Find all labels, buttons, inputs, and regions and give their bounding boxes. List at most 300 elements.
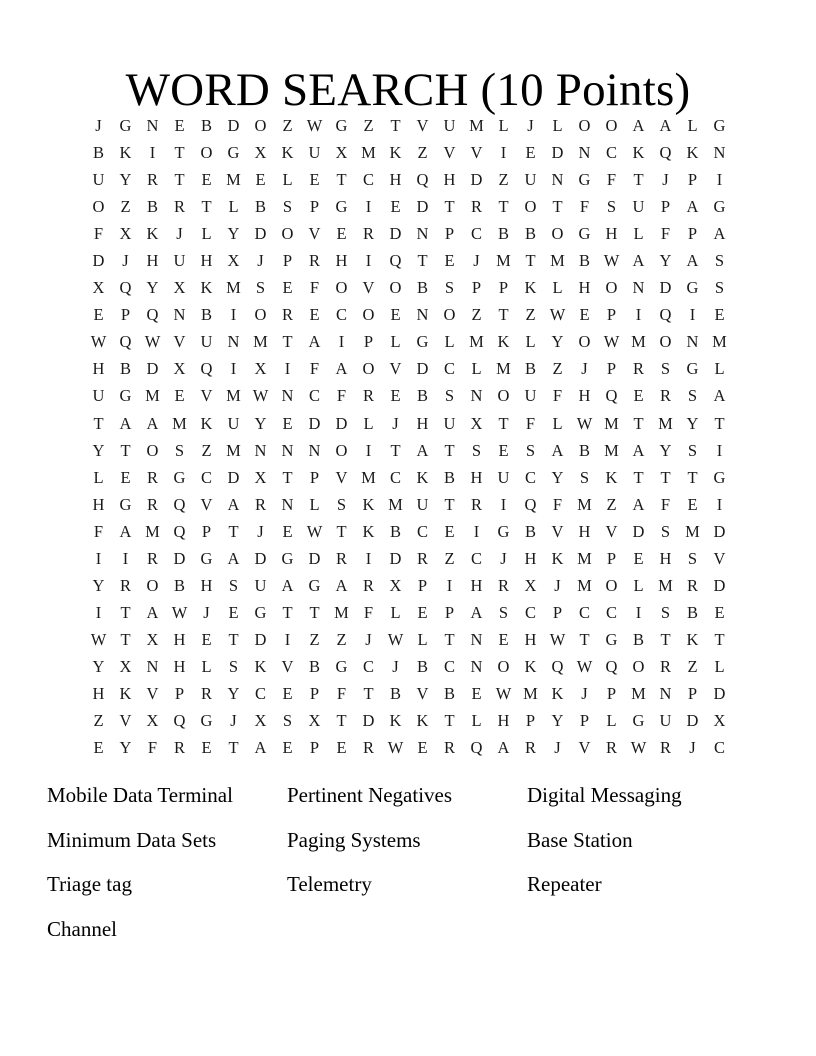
letter-cell[interactable]: B: [389, 521, 401, 541]
letter-cell[interactable]: V: [200, 494, 213, 514]
letter-cell[interactable]: T: [93, 413, 104, 433]
letter-cell[interactable]: I: [716, 170, 723, 190]
letter-cell[interactable]: L: [201, 224, 212, 244]
letter-cell[interactable]: B: [92, 143, 104, 163]
letter-cell[interactable]: K: [362, 494, 375, 514]
letter-cell[interactable]: I: [95, 602, 102, 622]
word-list-item[interactable]: Channel: [47, 916, 117, 941]
letter-cell[interactable]: G: [335, 116, 348, 136]
letter-cell[interactable]: N: [173, 305, 186, 325]
letter-cell[interactable]: R: [632, 359, 644, 379]
letter-cell[interactable]: D: [227, 467, 240, 487]
letter-cell[interactable]: G: [335, 197, 348, 217]
letter-cell[interactable]: G: [119, 494, 132, 514]
letter-cell[interactable]: P: [606, 548, 617, 568]
letter-cell[interactable]: S: [228, 575, 239, 595]
letter-cell[interactable]: S: [471, 440, 482, 460]
letter-cell[interactable]: Y: [551, 332, 564, 352]
letter-cell[interactable]: V: [605, 521, 618, 541]
letter-cell[interactable]: J: [581, 359, 588, 379]
letter-cell[interactable]: K: [146, 224, 159, 244]
letter-cell[interactable]: M: [550, 251, 565, 271]
letter-cell[interactable]: Y: [659, 440, 672, 460]
letter-cell[interactable]: T: [525, 251, 536, 271]
letter-cell[interactable]: O: [254, 305, 267, 325]
letter-cell[interactable]: T: [174, 170, 185, 190]
letter-cell[interactable]: X: [146, 629, 159, 649]
letter-cell[interactable]: M: [577, 494, 592, 514]
letter-cell[interactable]: C: [335, 305, 347, 325]
letter-cell[interactable]: D: [713, 575, 726, 595]
letter-cell[interactable]: D: [659, 278, 672, 298]
letter-cell[interactable]: H: [173, 629, 186, 649]
letter-cell[interactable]: G: [200, 548, 213, 568]
letter-cell[interactable]: H: [92, 684, 105, 703]
letter-cell[interactable]: Z: [525, 305, 536, 325]
letter-cell[interactable]: A: [632, 251, 645, 271]
letter-cell[interactable]: M: [604, 413, 619, 433]
letter-cell[interactable]: P: [201, 521, 212, 541]
letter-cell[interactable]: W: [90, 332, 107, 352]
letter-cell[interactable]: J: [554, 575, 561, 595]
letter-cell[interactable]: P: [444, 224, 455, 244]
letter-cell[interactable]: Y: [551, 467, 564, 487]
letter-cell[interactable]: F: [525, 413, 536, 433]
letter-cell[interactable]: K: [200, 278, 213, 298]
letter-cell[interactable]: T: [444, 629, 455, 649]
letter-cell[interactable]: L: [471, 359, 482, 379]
letter-cell[interactable]: A: [146, 413, 159, 433]
letter-cell[interactable]: R: [416, 548, 428, 568]
letter-cell[interactable]: S: [336, 494, 347, 514]
letter-cell[interactable]: E: [714, 305, 725, 325]
letter-cell[interactable]: T: [228, 738, 239, 758]
letter-cell[interactable]: R: [659, 386, 671, 406]
letter-cell[interactable]: A: [470, 602, 483, 622]
letter-cell[interactable]: B: [200, 116, 212, 136]
letter-cell[interactable]: Z: [687, 656, 698, 676]
letter-cell[interactable]: H: [659, 548, 672, 568]
letter-cell[interactable]: D: [335, 413, 348, 433]
letter-cell[interactable]: B: [200, 305, 212, 325]
letter-cell[interactable]: Q: [119, 332, 132, 352]
letter-cell[interactable]: F: [336, 386, 347, 406]
letter-cell[interactable]: M: [577, 575, 592, 595]
letter-cell[interactable]: N: [551, 170, 564, 190]
letter-cell[interactable]: R: [362, 575, 374, 595]
letter-cell[interactable]: O: [605, 116, 618, 136]
letter-cell[interactable]: J: [176, 224, 183, 244]
word-list-item[interactable]: Digital Messaging: [527, 783, 682, 807]
letter-cell[interactable]: E: [120, 467, 131, 487]
letter-cell[interactable]: G: [119, 386, 132, 406]
letter-cell[interactable]: O: [146, 575, 159, 595]
letter-cell[interactable]: E: [714, 602, 725, 622]
letter-cell[interactable]: A: [335, 575, 348, 595]
letter-cell[interactable]: F: [579, 197, 590, 217]
letter-cell[interactable]: E: [201, 738, 212, 758]
letter-cell[interactable]: E: [93, 738, 104, 758]
letter-cell[interactable]: O: [335, 440, 348, 460]
letter-cell[interactable]: B: [146, 197, 158, 217]
letter-cell[interactable]: G: [308, 575, 321, 595]
letter-cell[interactable]: A: [119, 521, 132, 541]
letter-cell[interactable]: X: [173, 359, 186, 379]
letter-cell[interactable]: S: [282, 197, 293, 217]
letter-cell[interactable]: I: [500, 143, 507, 163]
letter-cell[interactable]: F: [309, 278, 320, 298]
letter-cell[interactable]: L: [714, 359, 725, 379]
letter-cell[interactable]: S: [660, 602, 671, 622]
letter-cell[interactable]: K: [254, 656, 267, 676]
letter-cell[interactable]: W: [576, 413, 593, 433]
letter-cell[interactable]: B: [254, 197, 266, 217]
letter-cell[interactable]: H: [578, 278, 591, 298]
letter-cell[interactable]: M: [685, 521, 700, 541]
letter-cell[interactable]: B: [389, 684, 401, 703]
letter-cell[interactable]: E: [309, 170, 320, 190]
letter-cell[interactable]: U: [497, 467, 510, 487]
letter-cell[interactable]: J: [392, 656, 399, 676]
letter-cell[interactable]: P: [120, 305, 131, 325]
letter-cell[interactable]: T: [633, 413, 644, 433]
letter-cell[interactable]: O: [362, 359, 375, 379]
letter-cell[interactable]: M: [145, 521, 160, 541]
letter-cell[interactable]: D: [362, 711, 375, 731]
letter-cell[interactable]: S: [660, 359, 671, 379]
letter-cell[interactable]: W: [549, 629, 566, 649]
letter-cell[interactable]: B: [308, 656, 320, 676]
letter-cell[interactable]: F: [552, 494, 563, 514]
letter-cell[interactable]: P: [174, 684, 185, 703]
letter-cell[interactable]: F: [660, 494, 671, 514]
letter-cell[interactable]: P: [309, 467, 320, 487]
letter-cell[interactable]: M: [226, 440, 241, 460]
letter-cell[interactable]: U: [659, 711, 672, 731]
letter-cell[interactable]: U: [254, 575, 267, 595]
letter-cell[interactable]: T: [309, 602, 320, 622]
letter-cell[interactable]: T: [579, 629, 590, 649]
letter-cell[interactable]: G: [119, 116, 132, 136]
letter-cell[interactable]: A: [119, 413, 132, 433]
letter-cell[interactable]: M: [496, 359, 511, 379]
letter-cell[interactable]: N: [281, 494, 294, 514]
letter-cell[interactable]: G: [713, 467, 726, 487]
letter-cell[interactable]: I: [689, 305, 696, 325]
letter-cell[interactable]: P: [309, 197, 320, 217]
letter-cell[interactable]: O: [578, 116, 591, 136]
letter-cell[interactable]: H: [335, 251, 348, 271]
letter-cell[interactable]: V: [416, 116, 429, 136]
letter-cell[interactable]: G: [227, 143, 240, 163]
letter-cell[interactable]: Q: [389, 251, 402, 271]
letter-cell[interactable]: M: [631, 684, 646, 703]
letter-cell[interactable]: E: [579, 305, 590, 325]
letter-cell[interactable]: L: [282, 170, 293, 190]
letter-cell[interactable]: R: [335, 548, 347, 568]
letter-cell[interactable]: D: [470, 170, 483, 190]
letter-cell[interactable]: H: [578, 521, 591, 541]
letter-cell[interactable]: D: [254, 629, 267, 649]
letter-cell[interactable]: S: [444, 386, 455, 406]
letter-cell[interactable]: P: [309, 738, 320, 758]
letter-cell[interactable]: E: [498, 629, 509, 649]
letter-cell[interactable]: W: [603, 332, 620, 352]
letter-cell[interactable]: T: [336, 170, 347, 190]
letter-cell[interactable]: P: [309, 684, 320, 703]
letter-cell[interactable]: E: [687, 494, 698, 514]
letter-cell[interactable]: D: [254, 548, 267, 568]
letter-cell[interactable]: G: [713, 197, 726, 217]
letter-cell[interactable]: I: [446, 575, 453, 595]
letter-cell[interactable]: Z: [498, 170, 509, 190]
letter-cell[interactable]: A: [335, 359, 348, 379]
letter-cell[interactable]: Z: [552, 359, 563, 379]
word-list-item[interactable]: Paging Systems: [287, 827, 421, 852]
letter-cell[interactable]: J: [662, 170, 669, 190]
letter-cell[interactable]: M: [361, 467, 376, 487]
letter-cell[interactable]: Y: [119, 738, 132, 758]
letter-cell[interactable]: D: [416, 359, 429, 379]
letter-cell[interactable]: E: [309, 305, 320, 325]
letter-cell[interactable]: F: [309, 359, 320, 379]
letter-cell[interactable]: T: [282, 602, 293, 622]
letter-cell[interactable]: E: [390, 386, 401, 406]
letter-cell[interactable]: O: [254, 116, 267, 136]
letter-cell[interactable]: P: [606, 359, 617, 379]
letter-cell[interactable]: L: [687, 116, 698, 136]
letter-cell[interactable]: B: [578, 440, 590, 460]
letter-cell[interactable]: V: [308, 224, 321, 244]
letter-cell[interactable]: O: [362, 305, 375, 325]
letter-cell[interactable]: V: [146, 684, 159, 703]
letter-cell[interactable]: F: [93, 521, 104, 541]
letter-cell[interactable]: A: [686, 197, 699, 217]
letter-cell[interactable]: O: [578, 332, 591, 352]
letter-cell[interactable]: S: [579, 467, 590, 487]
letter-cell[interactable]: M: [334, 602, 349, 622]
letter-cell[interactable]: T: [498, 413, 509, 433]
letter-cell[interactable]: K: [281, 143, 294, 163]
letter-cell[interactable]: F: [363, 602, 374, 622]
letter-cell[interactable]: N: [281, 440, 294, 460]
letter-cell[interactable]: J: [230, 711, 237, 731]
letter-cell[interactable]: T: [498, 197, 509, 217]
letter-cell[interactable]: K: [632, 143, 645, 163]
letter-cell[interactable]: W: [630, 738, 647, 758]
letter-cell[interactable]: X: [146, 711, 159, 731]
letter-cell[interactable]: Q: [659, 143, 672, 163]
letter-cell[interactable]: T: [228, 521, 239, 541]
letter-cell[interactable]: Z: [120, 197, 131, 217]
letter-cell[interactable]: C: [443, 359, 455, 379]
letter-cell[interactable]: Z: [336, 629, 347, 649]
letter-cell[interactable]: D: [308, 413, 321, 433]
letter-cell[interactable]: T: [660, 467, 671, 487]
letter-cell[interactable]: N: [578, 143, 591, 163]
letter-cell[interactable]: Y: [119, 170, 132, 190]
letter-cell[interactable]: L: [228, 197, 239, 217]
letter-cell[interactable]: E: [174, 116, 185, 136]
letter-cell[interactable]: U: [200, 332, 213, 352]
letter-cell[interactable]: O: [632, 656, 645, 676]
letter-cell[interactable]: V: [713, 548, 726, 568]
letter-cell[interactable]: E: [444, 251, 455, 271]
letter-cell[interactable]: V: [416, 684, 429, 703]
letter-cell[interactable]: I: [230, 359, 237, 379]
letter-cell[interactable]: I: [365, 251, 372, 271]
letter-cell[interactable]: H: [524, 629, 537, 649]
letter-cell[interactable]: B: [497, 224, 509, 244]
letter-cell[interactable]: K: [686, 143, 699, 163]
letter-cell[interactable]: Y: [146, 278, 159, 298]
letter-cell[interactable]: H: [92, 494, 105, 514]
letter-cell[interactable]: K: [524, 656, 537, 676]
letter-cell[interactable]: O: [659, 332, 672, 352]
letter-cell[interactable]: S: [606, 197, 617, 217]
letter-cell[interactable]: L: [552, 116, 563, 136]
letter-cell[interactable]: B: [416, 278, 428, 298]
letter-cell[interactable]: S: [255, 278, 266, 298]
letter-cell[interactable]: E: [336, 224, 347, 244]
word-list-item[interactable]: Pertinent Negatives: [287, 783, 453, 807]
letter-cell[interactable]: P: [579, 711, 590, 731]
letter-cell[interactable]: M: [469, 332, 484, 352]
letter-cell[interactable]: H: [470, 467, 483, 487]
letter-cell[interactable]: T: [633, 170, 644, 190]
letter-cell[interactable]: L: [552, 278, 563, 298]
letter-cell[interactable]: X: [308, 711, 321, 731]
letter-cell[interactable]: E: [633, 548, 644, 568]
letter-cell[interactable]: O: [497, 656, 510, 676]
letter-cell[interactable]: T: [444, 711, 455, 731]
letter-cell[interactable]: S: [714, 278, 725, 298]
letter-cell[interactable]: A: [227, 494, 240, 514]
letter-cell[interactable]: C: [470, 224, 482, 244]
letter-cell[interactable]: A: [227, 548, 240, 568]
letter-cell[interactable]: X: [470, 413, 483, 433]
letter-cell[interactable]: V: [362, 278, 375, 298]
letter-cell[interactable]: X: [254, 143, 267, 163]
letter-cell[interactable]: G: [416, 332, 429, 352]
letter-cell[interactable]: P: [282, 251, 293, 271]
letter-cell[interactable]: T: [336, 521, 347, 541]
letter-cell[interactable]: I: [365, 440, 372, 460]
letter-cell[interactable]: J: [500, 548, 507, 568]
letter-cell[interactable]: F: [336, 684, 347, 703]
letter-cell[interactable]: A: [632, 494, 645, 514]
letter-cell[interactable]: Z: [282, 116, 293, 136]
letter-cell[interactable]: J: [689, 738, 696, 758]
letter-cell[interactable]: J: [392, 413, 399, 433]
letter-cell[interactable]: O: [551, 224, 564, 244]
letter-cell[interactable]: T: [633, 467, 644, 487]
letter-cell[interactable]: M: [658, 575, 673, 595]
letter-cell[interactable]: J: [365, 629, 372, 649]
letter-cell[interactable]: R: [605, 738, 617, 758]
letter-cell[interactable]: D: [416, 197, 429, 217]
letter-cell[interactable]: E: [93, 305, 104, 325]
letter-cell[interactable]: T: [282, 467, 293, 487]
letter-cell[interactable]: M: [604, 440, 619, 460]
letter-cell[interactable]: H: [92, 359, 105, 379]
letter-cell[interactable]: A: [713, 386, 726, 406]
letter-cell[interactable]: E: [417, 602, 428, 622]
letter-cell[interactable]: D: [686, 711, 699, 731]
letter-cell[interactable]: Y: [92, 656, 105, 676]
letter-cell[interactable]: C: [605, 602, 617, 622]
letter-cell[interactable]: G: [632, 711, 645, 731]
letter-cell[interactable]: B: [686, 602, 698, 622]
letter-cell[interactable]: H: [200, 575, 213, 595]
letter-cell[interactable]: P: [444, 602, 455, 622]
letter-cell[interactable]: O: [281, 224, 294, 244]
letter-cell[interactable]: K: [605, 467, 618, 487]
letter-cell[interactable]: W: [144, 332, 161, 352]
letter-cell[interactable]: U: [632, 197, 645, 217]
letter-cell[interactable]: V: [551, 521, 564, 541]
letter-cell[interactable]: S: [660, 521, 671, 541]
letter-cell[interactable]: U: [443, 413, 456, 433]
letter-cell[interactable]: V: [200, 386, 213, 406]
letter-cell[interactable]: M: [496, 251, 511, 271]
letter-cell[interactable]: R: [686, 575, 698, 595]
letter-cell[interactable]: M: [226, 278, 241, 298]
letter-cell[interactable]: C: [416, 521, 428, 541]
letter-cell[interactable]: T: [363, 684, 374, 703]
letter-cell[interactable]: D: [551, 143, 564, 163]
letter-cell[interactable]: I: [716, 440, 723, 460]
letter-cell[interactable]: P: [363, 332, 374, 352]
letter-cell[interactable]: F: [147, 738, 158, 758]
letter-cell[interactable]: T: [498, 305, 509, 325]
letter-cell[interactable]: R: [524, 738, 536, 758]
letter-cell[interactable]: B: [524, 359, 536, 379]
letter-cell[interactable]: M: [388, 494, 403, 514]
letter-cell[interactable]: T: [201, 197, 212, 217]
letter-cell[interactable]: R: [146, 467, 158, 487]
letter-cell[interactable]: W: [603, 251, 620, 271]
letter-cell[interactable]: W: [306, 521, 323, 541]
letter-cell[interactable]: X: [254, 467, 267, 487]
letter-cell[interactable]: H: [470, 575, 483, 595]
letter-cell[interactable]: P: [417, 575, 428, 595]
letter-cell[interactable]: B: [524, 521, 536, 541]
letter-cell[interactable]: V: [173, 332, 186, 352]
letter-cell[interactable]: D: [308, 548, 321, 568]
letter-cell[interactable]: V: [470, 143, 483, 163]
letter-cell[interactable]: N: [416, 305, 429, 325]
letter-cell[interactable]: V: [389, 359, 402, 379]
letter-cell[interactable]: Z: [363, 116, 374, 136]
letter-cell[interactable]: H: [497, 711, 510, 731]
letter-cell[interactable]: Q: [605, 656, 618, 676]
letter-cell[interactable]: N: [416, 224, 429, 244]
letter-cell[interactable]: W: [306, 116, 323, 136]
letter-cell[interactable]: H: [146, 251, 159, 271]
letter-cell[interactable]: O: [146, 440, 159, 460]
letter-cell[interactable]: D: [389, 548, 402, 568]
letter-cell[interactable]: R: [146, 494, 158, 514]
letter-cell[interactable]: P: [525, 711, 536, 731]
letter-cell[interactable]: E: [201, 629, 212, 649]
letter-cell[interactable]: R: [362, 738, 374, 758]
letter-cell[interactable]: T: [660, 629, 671, 649]
letter-cell[interactable]: K: [119, 684, 132, 703]
letter-cell[interactable]: B: [119, 359, 131, 379]
letter-cell[interactable]: T: [390, 440, 401, 460]
letter-cell[interactable]: I: [338, 332, 345, 352]
